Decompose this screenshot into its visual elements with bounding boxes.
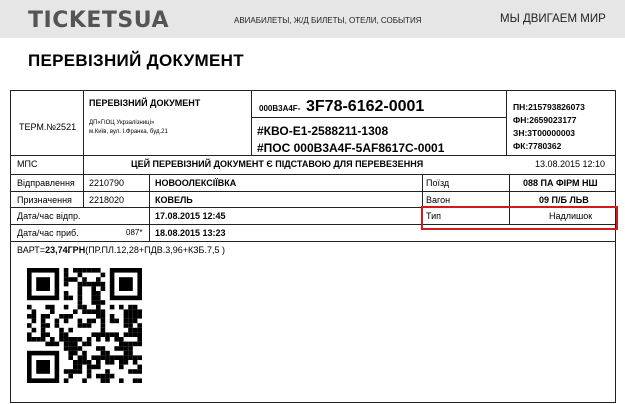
divider <box>251 91 252 155</box>
qr-code <box>27 268 142 383</box>
doc-title: ПЕРЕВІЗНИЙ ДОКУМЕНТ <box>89 98 201 108</box>
divider <box>83 174 84 208</box>
departure-datetime: 17.08.2015 12:45 <box>155 211 226 221</box>
basis-text: ЦЕЙ ПЕРЕВІЗНИЙ ДОКУМЕНТ Є ПІДСТАВОЮ ДЛЯ ПЕРЕВЕЗЕННЯ <box>131 159 424 169</box>
type-value: Надлишок <box>549 211 593 221</box>
train-label: Поїзд <box>426 178 450 188</box>
arrival-label: Призначення <box>17 195 72 205</box>
arrival-datetime-label: Дата/час приб. <box>17 228 79 238</box>
arrival-datetime-code: 087* <box>126 228 143 237</box>
terminal-number: ТЕРМ.№2521 <box>19 122 77 132</box>
issue-datetime: 13.08.2015 12:10 <box>535 159 606 169</box>
cost-detail: (ПР.ПЛ.12,28+ПДВ.3,96+КЗБ.7,5 ) <box>85 245 225 255</box>
car-value: 09 П/Б ЛЬВ <box>539 195 589 205</box>
kvo-code: #КВО-Е1-2588211-1308 <box>257 124 389 138</box>
cost-line <box>17 245 225 255</box>
train-value: 088 ПА ФІРМ НШ <box>523 178 598 188</box>
mps-label: МПС <box>17 159 38 169</box>
fiscal-code-fn: ФН:2659023177 <box>513 115 577 125</box>
departure-label: Відправлення <box>17 178 75 188</box>
ticket-number-prefix: 000B3A4F- <box>259 104 301 113</box>
arrival-station: КОВЕЛЬ <box>155 195 193 205</box>
divider <box>11 174 615 175</box>
divider <box>149 174 150 241</box>
divider <box>251 117 506 118</box>
fiscal-code-pn: ПН:215793826073 <box>513 102 585 112</box>
divider <box>506 91 507 155</box>
type-row-highlight <box>421 206 618 230</box>
site-header <box>0 0 625 38</box>
arrival-code: 2218020 <box>89 195 125 205</box>
site-nav-links[interactable]: АВИАБИЛЕТЫ, Ж/Д БИЛЕТЫ, ОТЕЛИ, СОБЫТИЯ <box>234 16 422 25</box>
cost-prefix: ВАРТ= <box>17 245 46 255</box>
issuer-line2: м.Київ, вул. І.Франка, буд.21 <box>89 129 168 135</box>
fiscal-code-fk: ФК:7780362 <box>513 141 562 151</box>
cost-amount: 23,74ГРН <box>45 245 86 255</box>
type-label: Тип <box>426 211 442 221</box>
issuer-line1: ДП«ГІОЦ Укрзалізниці» <box>89 120 155 126</box>
fiscal-codes <box>513 101 585 153</box>
divider <box>11 241 615 242</box>
page-title: ПЕРЕВІЗНИЙ ДОКУМЕНТ <box>28 51 244 70</box>
site-logo[interactable]: TICKETSUA <box>28 8 169 33</box>
departure-datetime-label: Дата/час відпр. <box>17 211 81 221</box>
divider <box>11 191 615 192</box>
ticket-document <box>10 90 616 403</box>
divider <box>11 155 615 156</box>
divider <box>83 91 84 155</box>
pos-code: #ПОС 000B3A4F-5AF8617C-0001 <box>257 141 445 155</box>
departure-code: 2210790 <box>89 178 125 188</box>
departure-station: НОВООЛЕКСІЇВКА <box>155 178 237 188</box>
car-label: Вагон <box>426 195 451 205</box>
site-slogan: МЫ ДВИГАЕМ МИР <box>500 13 606 25</box>
divider <box>83 155 84 174</box>
fiscal-code-zn: ЗН:3Т00000003 <box>513 128 576 138</box>
ticket-number: 3F78-6162-0001 <box>306 98 425 115</box>
arrival-datetime: 18.08.2015 13:23 <box>155 228 226 238</box>
